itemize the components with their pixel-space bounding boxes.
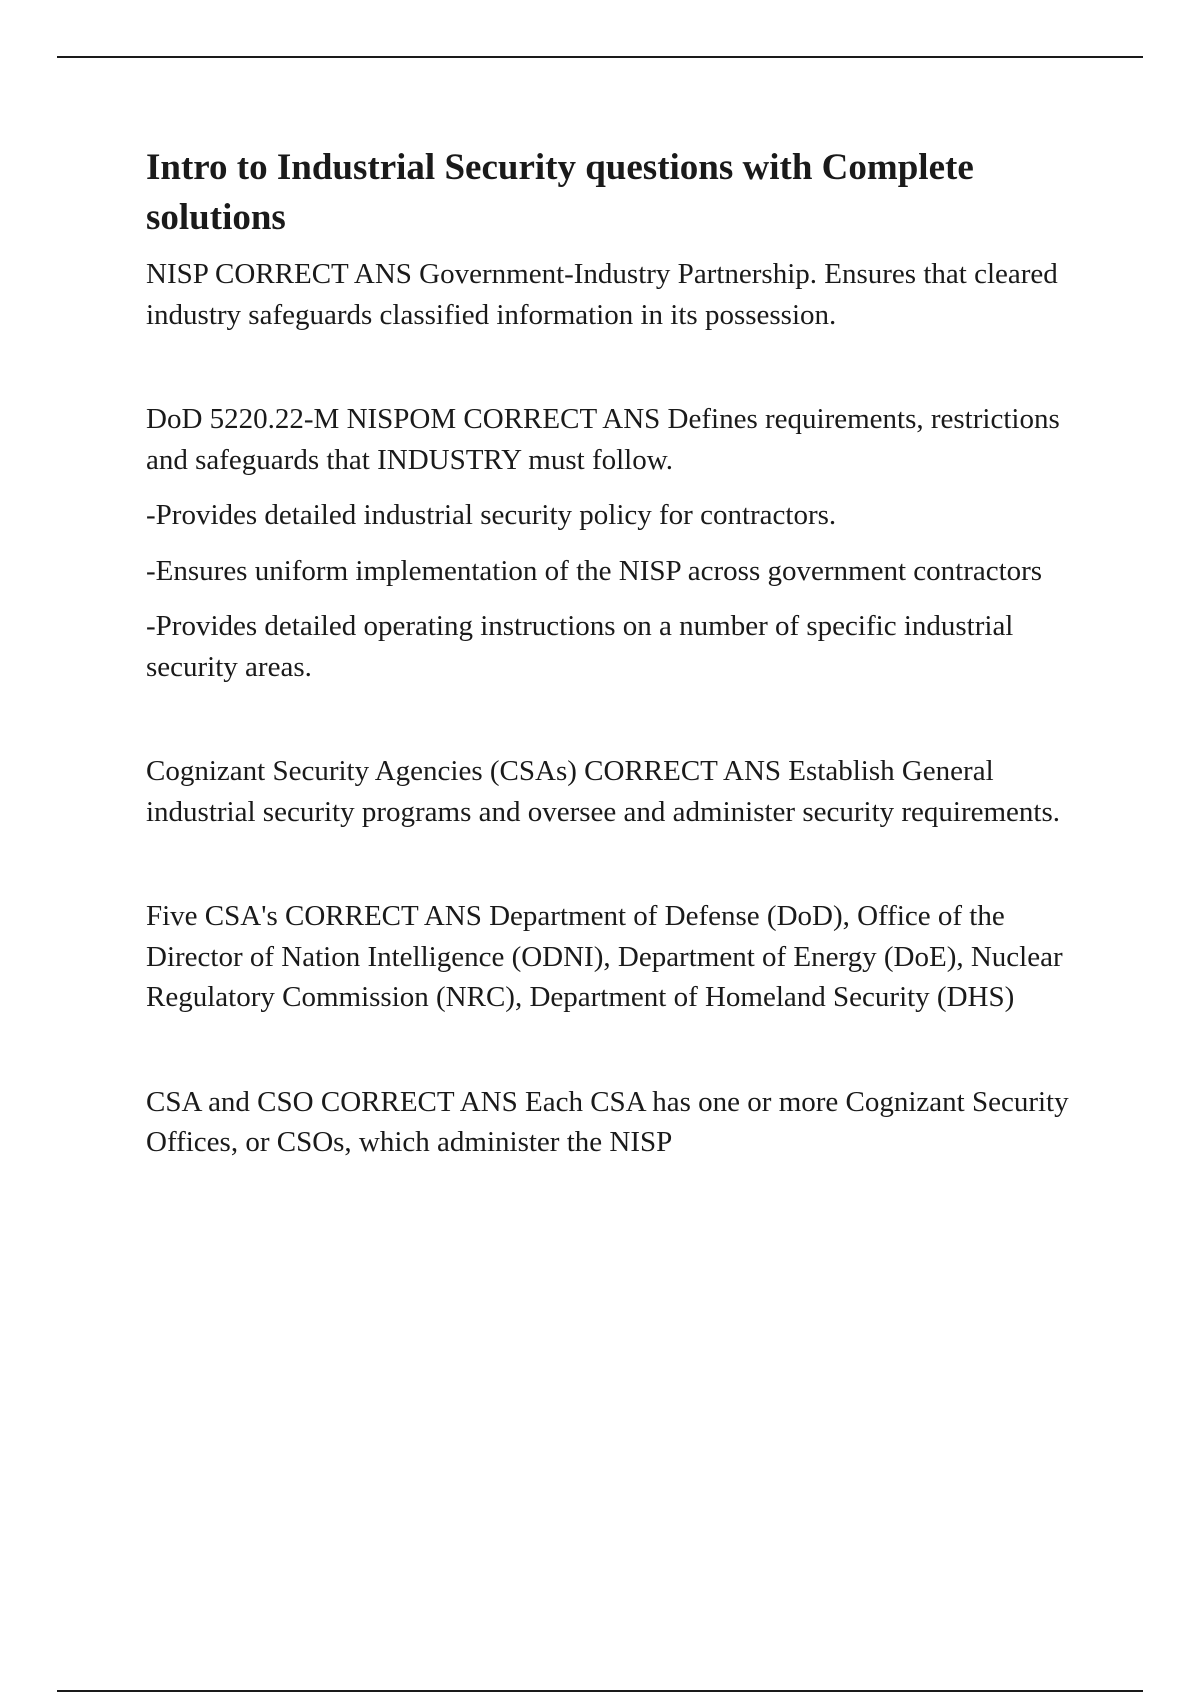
document-body [146, 143, 1096, 1163]
qa-paragraph: Cognizant Security Agencies (CSAs) CORRECT ANS Establish General industrial security programs and oversee and administer security requirements. [146, 755, 1061, 828]
page-title: Intro to Industrial Security questions with Complete solutions [146, 147, 974, 238]
qa-entry-csa-cso [146, 1082, 1096, 1163]
qa-bullet: -Provides detailed operating instructions on a number of specific industrial security areas. [146, 610, 1014, 683]
qa-paragraph: CSA and CSO CORRECT ANS Each CSA has one or more Cognizant Security Offices, or CSOs, which administer the NISP [146, 1085, 1069, 1158]
header-rule [57, 56, 1143, 58]
footer-rule [57, 1690, 1143, 1692]
qa-entry-csas [146, 751, 1096, 832]
qa-entry-nisp [146, 254, 1096, 335]
qa-bullet: -Provides detailed industrial security policy for contractors. [146, 499, 837, 531]
qa-paragraph: NISP CORRECT ANS Government-Industry Partnership. Ensures that cleared industry safeguards classified information in its possession. [146, 258, 1058, 331]
qa-bullet: -Ensures uniform implementation of the NISP across government contractors [146, 554, 1043, 587]
qa-paragraph: Five CSA's CORRECT ANS Department of Defense (DoD), Office of the Director of Nation Intelligence (ODNI), Department of Energy (DoE), Nuclear Regulatory Commission (NRC), Department of Homeland Security (DHS) [146, 900, 1063, 1013]
qa-paragraph: DoD 5220.22-M NISPOM CORRECT ANS Defines requirements, restrictions and safeguards that INDUSTRY must follow. [146, 403, 1060, 476]
qa-entry-nispom [146, 399, 1096, 687]
qa-entry-five-csas [146, 896, 1096, 1018]
